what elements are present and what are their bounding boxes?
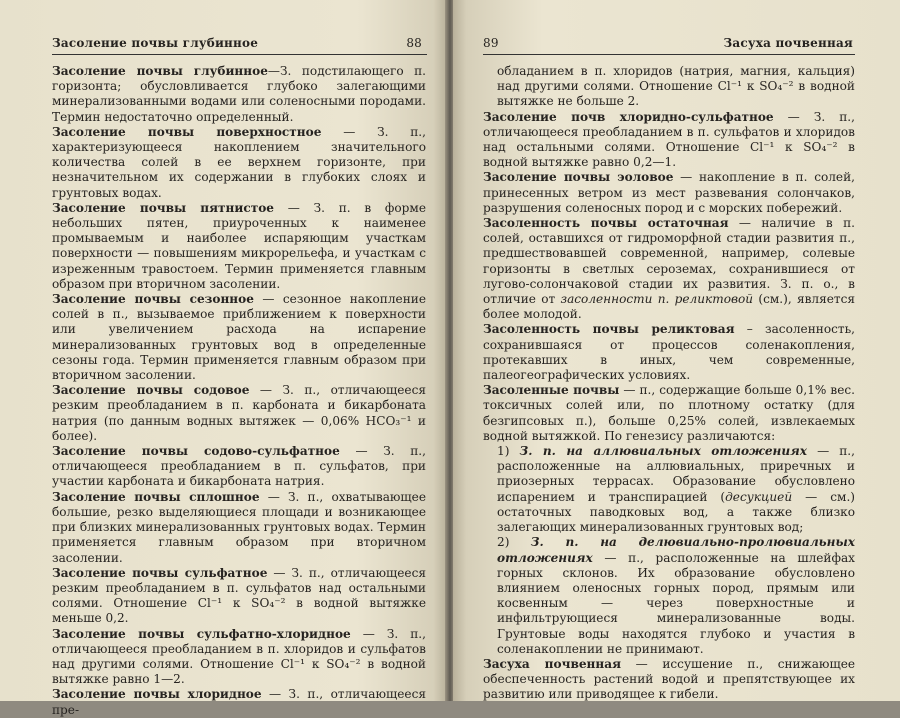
entry-term: Засоление почвы сульфатное <box>52 565 268 580</box>
dictionary-entry <box>483 322 855 383</box>
entry-text: — З. п., характеризующееся накоплением значительного количества солей в ее верхнем горизонте, при незначительном их содержании в глубоких слоях и грунтовых водах. <box>52 124 426 200</box>
dictionary-entry <box>52 125 426 201</box>
left-page-content <box>52 64 426 718</box>
left-page <box>0 0 447 717</box>
continued-text: обладанием в п. хлоридов (натрия, магния, кальция) над другими солями. Отношение Cl⁻¹ к SO₄⁻² в водной вытяжке не больше 2. <box>497 64 855 109</box>
entry-text: — З. п., отличающееся резким преобладанием в п. сульфатов над остальными солями. Отношение Cl⁻¹ к SO₄⁻² в водной вытяжке меньше 0,2. <box>52 565 426 626</box>
entry-text: — З. п., отличающееся преобладанием в п. сульфатов и хлоридов над остальными солями. Отношение Cl⁻¹ к SO₄⁻² в водной вытяжке равно 0,2—1. <box>483 109 855 170</box>
sub-item <box>483 535 855 657</box>
dictionary-entry <box>483 170 855 216</box>
entry-term: Засоление почвы пятнистое <box>52 200 274 215</box>
entry-text: — З. п., охватывающее большие, резко выделяющиеся площади и возникающее при близких минерализованных грунтовых водах. Термин применяется главным образом при вторичном засолении. <box>52 489 426 565</box>
dictionary-entry <box>483 657 855 703</box>
dictionary-entry <box>52 444 426 490</box>
dictionary-entry <box>52 687 426 717</box>
dictionary-entry <box>52 627 426 688</box>
entry-text: — наличие в п. солей, оставшихся от гидроморфной стадии развития п., предшествовавшей современной, например, солевые горизонты в светлых сероземах, сохранившиеся от лугово-солончаковой стадии их развития. З. п. о., в отличие от <box>483 216 855 307</box>
dictionary-entry <box>52 64 426 125</box>
entry-text: — иссушение п., снижающее обеспеченность растений водой и препятствующее их развитию или приводящее к гибели. <box>483 656 856 702</box>
entry-text: — З. п., отличающееся преобладанием в п. сульфатов, при участии карбоната и бикарбоната натрия. <box>52 444 426 489</box>
entry-text-tail: (см.), является более молодой. <box>483 292 855 322</box>
dictionary-entry <box>483 383 855 444</box>
sub-item-text: — п., расположенные на шлейфах горных склонов. Их образование обусловлено влиянием оленосных горных пород, прямым или косвенным — через поверхностные и инфильтрующиеся минерализованные воды. Грунтовые воды находятся глубоко и участия в соленакоплении не принимают. <box>497 550 855 656</box>
sub-item-cross-reference: десукцией <box>725 489 793 504</box>
entry-text: — З. п., отличающееся резким преобладанием в п. карбоната и бикарбоната натрия (по данным водных вытяжек — 0,06% HCO₃⁻¹ и более). <box>52 383 426 443</box>
entry-term: Засоление почвы содово-сульфатное <box>52 444 340 459</box>
sub-item-number: 1) <box>497 444 510 459</box>
entry-term: Засоленность почвы остаточная <box>483 216 729 231</box>
sub-item-text: — п., расположенные на аллювиальных, приречных и приозерных террасах. Образование обусловлено испарением и транспирацией ( <box>497 444 855 504</box>
left-page-header <box>52 36 422 56</box>
entry-text: — З. п., отличающееся преобладанием в п. хлоридов и сульфатов над другими солями. Отношение Cl⁻¹ к SO₄⁻² в водной вытяжке равно 1—2. <box>52 626 426 687</box>
entry-text: — З. п., отличающееся пре- <box>52 687 426 717</box>
sub-item-title: З. п. на делювиально-пролювиальных отложениях <box>497 535 855 565</box>
entry-term: Засоление почвы сплошное <box>52 489 260 504</box>
right-page-header <box>483 36 853 56</box>
entry-text: —З. подстилающего п. горизонта; обусловливается глубоко залегающими минерализованными водами или соленосными породами. Термин недостаточно определенный. <box>52 64 426 124</box>
entry-term: Засоление почвы хлоридное <box>52 687 262 702</box>
dictionary-entry <box>52 201 426 292</box>
entry-term: Засоление почвы сезонное <box>52 292 254 307</box>
entry-term: Засуха почвенная <box>483 656 622 671</box>
dictionary-entry <box>52 490 426 566</box>
sub-item-title: З. п. на аллювиальных отложениях <box>519 444 807 459</box>
entry-cross-reference: засоленности п. реликтовой <box>560 292 754 307</box>
entry-text: — сезонное накопление солей в п., вызываемое приближением к поверхности или увеличением расхода на испарение минерализованных грунтовых вод в определенные сезоны года. Термин применяется главным образом при вторичном засолении. <box>52 292 426 383</box>
sub-item <box>483 444 855 535</box>
entry-term: Засоление почвы глубинное <box>52 64 268 78</box>
entry-text: — З. п. в форме небольших пятен, приуроченных к наименее промываемым и наиболее испаряющим участкам поверхности — повышениям микрорельефа, и участкам с изреженным травостоем. Термин применяется главным образом при вторичном засолении. <box>52 200 426 291</box>
entry-term: Засоление почвы сульфатно-хлоридное <box>52 626 351 641</box>
left-header-rule <box>52 54 427 55</box>
dictionary-entry <box>483 216 855 322</box>
dictionary-entry <box>52 383 426 444</box>
dictionary-entry <box>52 566 426 627</box>
sub-item-text-tail: — см.) остаточных паводковых вод, а также близко залегающих минерализованных грунтовых вод; <box>497 489 856 535</box>
sub-item-number: 2) <box>497 535 510 550</box>
left-page-number: 88 <box>406 36 422 50</box>
entry-term: Засоление почвы поверхностное <box>52 124 322 139</box>
right-page <box>453 0 900 701</box>
entry-term: Засоление почвы содовое <box>52 383 250 398</box>
entry-term: Засоление почвы эоловое <box>483 170 674 185</box>
dictionary-entry <box>483 110 855 171</box>
entry-term: Засоление почв хлоридно-сульфатное <box>483 109 774 124</box>
entry-text: — п., содержащие больше 0,1% вес. токсичных солей или, по плотному остатку (для безгипсовых п.), больше 0,25% солей, извлекаемых водной вытяжкой. По генезису различаются: <box>483 383 855 443</box>
entry-text: — накопление в п. солей, принесенных ветром из мест развевания солончаков, разрушения соленосных пород и с морских побережий. <box>483 170 855 215</box>
right-page-content <box>483 64 855 703</box>
entry-term: Засоленные почвы <box>483 383 620 398</box>
entry-term: Засоленность почвы реликтовая <box>483 322 735 337</box>
dictionary-entry <box>52 292 426 383</box>
right-header-rule <box>483 54 855 55</box>
right-running-head: Засуха почвенная <box>723 36 853 50</box>
right-page-number: 89 <box>483 36 499 50</box>
entry-text: – засоленность, сохранившаяся от процессов соленакопления, протекавших в иных, чем современные, палеогеографических условиях. <box>483 322 855 383</box>
left-running-head: Засоление почвы глубинное <box>52 36 259 50</box>
